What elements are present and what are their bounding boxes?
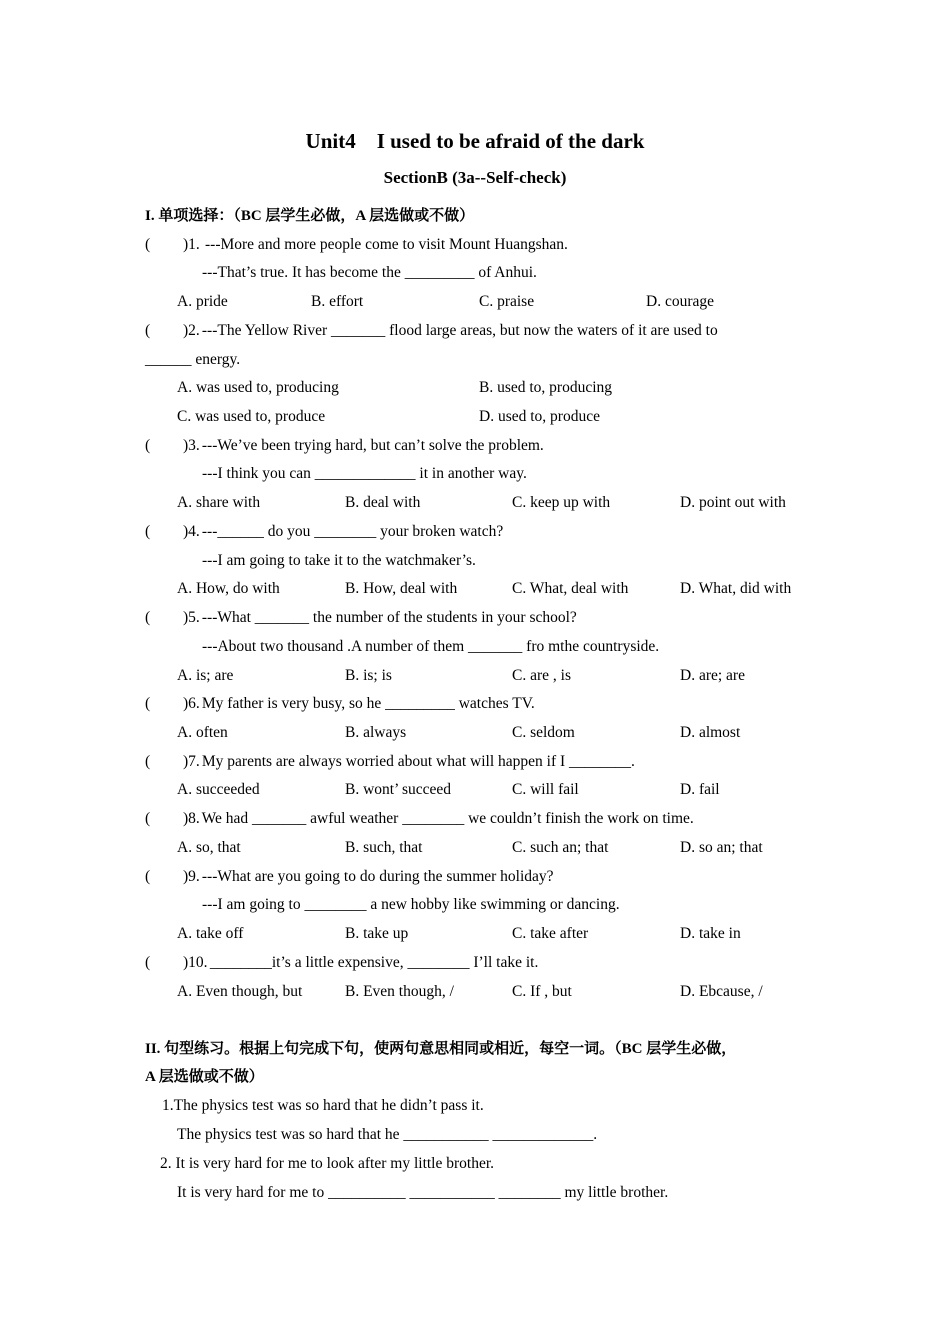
question-number: )7. (183, 753, 200, 770)
answer-bracket: ( (145, 236, 151, 253)
question-number: )3. (183, 437, 200, 454)
option-b: B. deal with (345, 494, 421, 511)
option-d: D. point out with (680, 494, 786, 511)
option-a: A. so, that (177, 839, 241, 856)
option-c: C. such an; that (512, 839, 609, 856)
option-b: B. is; is (345, 667, 392, 684)
option-a: A. pride (177, 293, 228, 310)
option-a: A. How, do with (177, 580, 280, 597)
question-line: ---I am going to take it to the watchmaker’s. (202, 552, 476, 569)
question-line: ______ energy. (145, 351, 241, 368)
answer-bracket: ( (145, 753, 151, 770)
option-b: B. Even though, / (345, 983, 454, 1000)
option-c: C. keep up with (512, 494, 611, 511)
original-sentence: 1.The physics test was so hard that he didn’t pass it. (162, 1097, 484, 1114)
question-number: )8. (183, 810, 200, 827)
question-line: ---What are you going to do during the summer holiday? (198, 868, 554, 885)
question-line: We had _______ awful weather ________ we couldn’t finish the work on time. (198, 810, 694, 827)
option-b: B. used to, producing (479, 379, 613, 396)
section-2-heading: II. 句型练习。根据上句完成下句，使两句意思相同或相近，每空一词。（BC 层学生必做， (145, 1041, 737, 1057)
question-line: ---About two thousand .A number of them _______ fro mthe countryside. (202, 638, 660, 655)
option-c: C. What, deal with (512, 580, 629, 597)
rewrite-sentence: It is very hard for me to __________ ___________ ________ my little brother. (177, 1184, 669, 1201)
answer-bracket: ( (145, 695, 151, 712)
option-a: A. is; are (177, 667, 234, 684)
option-d: D. so an; that (680, 839, 763, 856)
answer-bracket: ( (145, 322, 151, 339)
original-sentence: 2. It is very hard for me to look after my little brother. (160, 1155, 495, 1172)
question-line: ---______ do you ________ your broken watch? (198, 523, 504, 540)
question-number: )2. (183, 322, 200, 339)
option-d: D. What, did with (680, 580, 792, 597)
option-d: D. almost (680, 724, 741, 741)
section-2-heading-cont: A 层选做或不做） (145, 1069, 264, 1085)
option-b: B. effort (311, 293, 364, 310)
answer-bracket: ( (145, 868, 151, 885)
option-a: A. take off (177, 925, 244, 942)
question-number: )6. (183, 695, 200, 712)
option-c: C. will fail (512, 781, 579, 798)
option-a: A. succeeded (177, 781, 260, 798)
option-b: B. How, deal with (345, 580, 458, 597)
option-a: A. was used to, producing (177, 379, 339, 396)
question-line: My father is very busy, so he _________ watches TV. (198, 695, 535, 712)
option-d: D. fail (680, 781, 720, 798)
question-line: My parents are always worried about what will happen if I ________. (198, 753, 635, 770)
option-c: C. praise (479, 293, 535, 310)
option-a: A. share with (177, 494, 261, 511)
option-c: C. If , but (512, 983, 572, 1000)
question-line: ---What _______ the number of the students in your school? (198, 609, 577, 626)
question-line: ---That’s true. It has become the _________ of Anhui. (202, 264, 537, 281)
option-b: B. take up (345, 925, 409, 942)
question-number: )9. (183, 868, 200, 885)
question-number: )1. (183, 236, 200, 253)
option-d: D. Ebcause, / (680, 983, 763, 1000)
page-title: Unit4 I used to be afraid of the dark (305, 129, 645, 153)
question-number: )10. (183, 954, 208, 971)
option-a: A. Even though, but (177, 983, 303, 1000)
option-c: C. seldom (512, 724, 575, 741)
option-d: D. used to, produce (479, 408, 600, 425)
option-b: B. wont’ succeed (345, 781, 452, 798)
question-number: )5. (183, 609, 200, 626)
answer-bracket: ( (145, 810, 151, 827)
question-line: ---I am going to ________ a new hobby like swimming or dancing. (202, 896, 620, 913)
option-a: A. often (177, 724, 228, 741)
question-line: ---We’ve been trying hard, but can’t solve the problem. (198, 437, 544, 454)
answer-bracket: ( (145, 954, 151, 971)
section-1-heading: I. 单项选择：（BC 层学生必做，A 层选做或不做） (145, 208, 475, 224)
option-b: B. such, that (345, 839, 423, 856)
question-line: ---The Yellow River _______ flood large areas, but now the waters of it are used to (198, 322, 718, 339)
rewrite-sentence: The physics test was so hard that he ___________ _____________. (177, 1126, 598, 1143)
answer-bracket: ( (145, 609, 151, 626)
option-d: D. take in (680, 925, 741, 942)
answer-bracket: ( (145, 437, 151, 454)
question-line: ---I think you can _____________ it in another way. (202, 465, 527, 482)
option-d: D. are; are (680, 667, 745, 684)
option-d: D. courage (646, 293, 714, 310)
question-line: ________it’s a little expensive, ________ I’ll take it. (206, 954, 539, 971)
option-b: B. always (345, 724, 407, 741)
answer-bracket: ( (145, 523, 151, 540)
option-c: C. take after (512, 925, 589, 942)
option-c: C. are , is (512, 667, 571, 684)
question-number: )4. (183, 523, 200, 540)
page-subtitle: SectionB (3a--Self-check) (383, 168, 567, 187)
question-line: ---More and more people come to visit Mount Huangshan. (205, 236, 568, 253)
option-c: C. was used to, produce (177, 408, 326, 425)
